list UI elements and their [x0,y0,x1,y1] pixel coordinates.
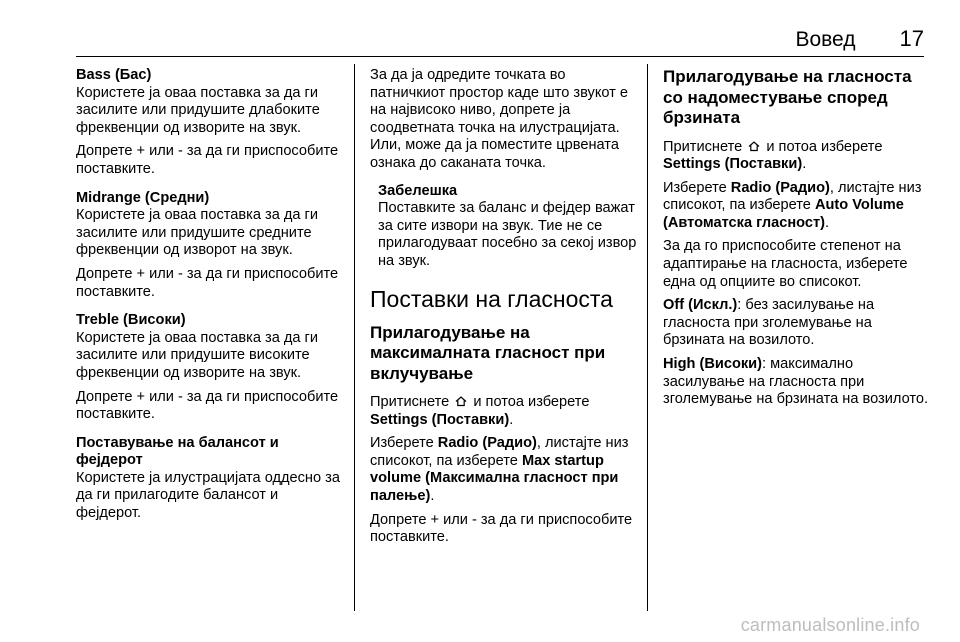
treble-heading: Treble (Високи) [76,312,186,329]
column-divider-1 [354,64,355,611]
midrange-heading: Midrange (Средни) [76,189,210,206]
bass-heading: Bass (Бас) [76,67,152,83]
section-title: Вовед [795,28,856,51]
radio-label: Radio (Радио) [437,435,537,452]
header-rule [76,56,924,57]
column-1 [76,67,346,529]
settings-label-2: Settings (Поставки) [663,156,803,173]
off-option: Off (Искл.): без засилување на гласноста при зголемување на брзината на возилото. [663,297,875,349]
select-radio-instruction: Изберете Radio (Радио), листајте низ списокот, па изберете Max startup volume (Максимална гласност при палење). [370,435,629,504]
balance-continued: За да ја одредите точката во патничкиот простор каде што звукот е на највисоко ниво, допрете ја соодветната точка на илустрацијата. Или, може да ја поместите црвената ознака до саканата точка. [370,67,629,171]
high-label: High (Високи) [663,356,763,373]
page-header [795,28,924,52]
treble-text: Користете ја оваа поставка за да ги засилите или придушите високите фреквенции од изворите на звук. [76,329,319,381]
press-home-instruction: Притиснете и потоа изберете Settings (Поставки). [370,394,590,428]
midrange-adjust: Допрете + или - за да ги приспособите поставките. [76,265,339,300]
note-text: Поставките за баланс и фејдер важат за сите извори на звук. Тие не се прилагодуваат посебно за секој извор на звук. [378,200,637,269]
home-icon [455,395,467,407]
page-number: 17 [899,26,924,51]
bass-text: Користете ја оваа поставка за да ги засилите или придушите длабоките фреквенции од изворите на звук. [76,84,320,136]
select-radio-instruction-2: Изберете Radio (Радио), листајте низ списокот, па изберете Auto Volume (Автоматска гласност). [663,179,922,231]
max-volume-heading: Прилагодување на максималната гласност при вклучување [370,322,606,383]
column-3 [663,67,933,415]
auto-volume-adjust: За да го приспособите степенот на адаптирање на гласноста, изберете една од опциите во списокот. [663,238,908,290]
balance-text: Користете ја илустрацијата оддесно за да ги прилагодите балансот и фејдерот. [76,469,340,522]
treble-adjust: Допрете + или - за да ги приспособите поставките. [76,388,339,423]
press-home-instruction-2: Притиснете и потоа изберете Settings (Поставки). [663,138,883,173]
note-box [378,183,640,271]
settings-label: Settings (Поставки) [370,411,510,428]
note-title: Забелешка [378,182,458,199]
column-2 [370,67,640,553]
volume-settings-heading: Поставки на гласноста [370,285,613,312]
high-option: High (Високи): максимално засилување на гласноста при зголемување на брзината на возилото. [663,356,929,408]
midrange-text: Користете ја оваа поставка за да ги засилите или придушите средните фреквенции од изворот на звук. [76,207,319,259]
balance-heading: Поставување на балансот и фејдерот [76,434,279,469]
radio-label-2: Radio (Радио) [730,179,830,196]
watermark: carmanualsonline.info [740,615,920,635]
auto-volume-label: Auto Volume (Автоматска гласност) [663,197,904,231]
column-divider-2 [647,64,648,611]
max-volume-adjust: Допрете + или - за да ги приспособите поставките. [370,511,633,546]
max-startup-volume-label: Max startup volume (Максимална гласност при палење) [370,452,619,504]
home-icon [748,140,760,152]
bass-adjust: Допрете + или - за да ги приспособите поставките. [76,143,339,177]
speed-volume-heading: Прилагодување на гласноста со надоместување според брзината [663,67,912,127]
off-label: Off (Искл.) [663,297,738,314]
